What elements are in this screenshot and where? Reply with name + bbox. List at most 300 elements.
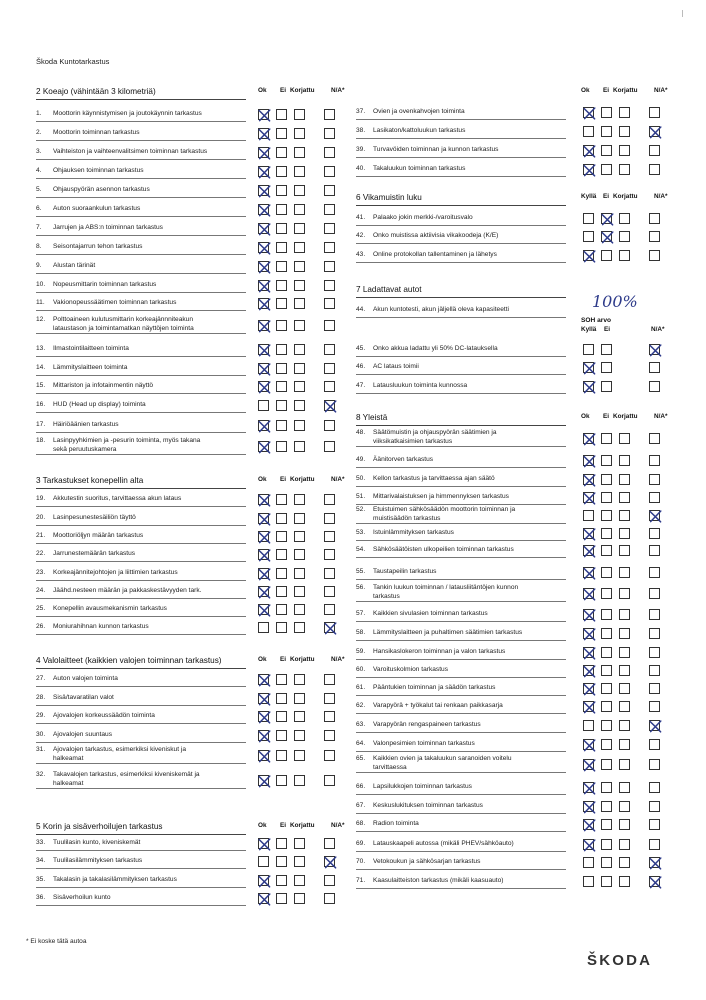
checkbox[interactable] [294,185,305,196]
checkbox[interactable] [649,433,660,444]
checkbox[interactable] [276,204,287,215]
checkbox[interactable] [276,280,287,291]
checkbox[interactable] [649,567,660,578]
checkbox[interactable] [324,604,335,615]
checkbox[interactable] [649,782,660,793]
checkbox[interactable] [276,420,287,431]
checkbox-checked[interactable] [649,876,660,887]
checkbox[interactable] [294,128,305,139]
checkbox[interactable] [276,166,287,177]
checkbox[interactable] [649,647,660,658]
checkbox[interactable] [601,528,612,539]
checkbox[interactable] [276,513,287,524]
checkbox[interactable] [649,819,660,830]
cross-mark-icon [323,399,338,414]
checkbox[interactable] [276,775,287,786]
checkbox[interactable] [294,604,305,615]
checkbox[interactable] [649,588,660,599]
checkbox[interactable] [601,492,612,503]
cross-mark-icon [257,729,272,744]
checkbox[interactable] [649,145,660,156]
checkbox[interactable] [649,362,660,373]
checkbox[interactable] [276,693,287,704]
row-underline [36,273,246,274]
checkbox-checked[interactable] [583,665,594,676]
checkbox[interactable] [619,839,630,850]
checkbox[interactable] [619,876,630,887]
checkbox[interactable] [276,674,287,685]
checkbox-checked[interactable] [258,674,269,685]
checkbox[interactable] [649,545,660,556]
checkbox[interactable] [324,280,335,291]
checkbox[interactable] [619,213,630,224]
checkbox[interactable] [324,711,335,722]
checkbox-checked[interactable] [258,586,269,597]
checkbox-checked[interactable] [649,857,660,868]
checkbox[interactable] [619,474,630,485]
checkbox-checked[interactable] [649,126,660,137]
checkbox[interactable] [276,568,287,579]
checkbox[interactable] [601,801,612,812]
checkbox[interactable] [294,750,305,761]
checkbox[interactable] [276,604,287,615]
checkbox[interactable] [276,128,287,139]
checkbox-checked[interactable] [583,628,594,639]
checkbox[interactable] [649,528,660,539]
checkbox-checked[interactable] [258,750,269,761]
checkbox[interactable] [619,588,630,599]
checkbox[interactable] [601,474,612,485]
checkbox-checked[interactable] [258,730,269,741]
checkbox[interactable] [324,381,335,392]
checkbox[interactable] [294,531,305,542]
checkbox[interactable] [324,531,335,542]
checkbox[interactable] [324,586,335,597]
checkbox[interactable] [324,242,335,253]
item-text: Onko muistissa aktiivisia vikakoodeja (K/E) [373,232,499,239]
checkbox-checked[interactable] [649,510,660,521]
checkbox[interactable] [294,109,305,120]
checkbox[interactable] [601,145,612,156]
checkbox-checked[interactable] [583,819,594,830]
checkbox[interactable] [276,856,287,867]
checkbox[interactable] [619,250,630,261]
checkbox[interactable] [294,381,305,392]
checkbox[interactable] [276,586,287,597]
checkbox-checked[interactable] [649,344,660,355]
checkbox[interactable] [619,567,630,578]
checkbox-checked[interactable] [583,164,594,175]
checkbox[interactable] [294,204,305,215]
checkbox[interactable] [601,819,612,830]
checkbox-checked[interactable] [583,782,594,793]
checkbox-checked[interactable] [258,320,269,331]
checkbox-checked[interactable] [583,362,594,373]
checkbox-checked[interactable] [583,107,594,118]
checkbox[interactable] [619,701,630,712]
checkbox-checked[interactable] [258,280,269,291]
checkbox[interactable] [324,204,335,215]
checkbox[interactable] [258,856,269,867]
checkbox-checked[interactable] [258,893,269,904]
checkbox[interactable] [619,819,630,830]
column-header: Kyllä [581,193,597,200]
checkbox[interactable] [324,549,335,560]
checkbox[interactable] [324,147,335,158]
checkbox[interactable] [601,683,612,694]
checkbox-checked[interactable] [583,609,594,620]
checkbox[interactable] [601,759,612,770]
checkbox[interactable] [601,126,612,137]
checkbox[interactable] [276,711,287,722]
checkbox[interactable] [649,474,660,485]
checkbox[interactable] [294,261,305,272]
checkbox[interactable] [324,513,335,524]
checkbox-checked[interactable] [258,693,269,704]
checkbox[interactable] [619,720,630,731]
checkbox[interactable] [294,298,305,309]
checkbox[interactable] [583,126,594,137]
checkbox[interactable] [276,549,287,560]
checkbox[interactable] [294,856,305,867]
checkbox[interactable] [276,298,287,309]
checkbox[interactable] [601,344,612,355]
checkbox[interactable] [276,875,287,886]
item-text: Lasinpesunestesäiliön täyttö [53,514,136,521]
checkbox[interactable] [276,109,287,120]
checkbox[interactable] [324,420,335,431]
checkbox-checked[interactable] [583,647,594,658]
checkbox[interactable] [619,857,630,868]
checkbox[interactable] [294,166,305,177]
item-number: 36. [36,894,46,901]
checkbox-checked[interactable] [258,604,269,615]
checkbox[interactable] [583,213,594,224]
checkbox[interactable] [619,782,630,793]
checkbox[interactable] [276,320,287,331]
checkbox-checked[interactable] [583,145,594,156]
checkbox[interactable] [324,568,335,579]
checkbox-checked[interactable] [583,381,594,392]
checkbox[interactable] [601,876,612,887]
checkbox[interactable] [619,759,630,770]
checkbox-checked[interactable] [258,381,269,392]
checkbox[interactable] [324,128,335,139]
checkbox[interactable] [324,320,335,331]
checkbox-checked[interactable] [583,474,594,485]
checkbox[interactable] [276,381,287,392]
checkbox[interactable] [649,609,660,620]
checkbox[interactable] [601,739,612,750]
checkbox[interactable] [294,363,305,374]
item-number: 41. [356,214,366,221]
checkbox[interactable] [601,455,612,466]
checkbox[interactable] [324,893,335,904]
checkbox[interactable] [324,441,335,452]
checkbox[interactable] [601,567,612,578]
checkbox[interactable] [649,164,660,175]
checkbox[interactable] [294,549,305,560]
checkbox[interactable] [324,185,335,196]
item-number: 49. [356,456,366,463]
checkbox-checked[interactable] [258,441,269,452]
cross-mark-icon [582,838,597,853]
checkbox[interactable] [601,381,612,392]
row-underline [36,432,246,433]
checkbox[interactable] [294,441,305,452]
checkbox[interactable] [601,628,612,639]
cross-mark-icon [257,343,272,358]
checkbox[interactable] [324,838,335,849]
checkbox[interactable] [583,344,594,355]
checkbox-checked[interactable] [258,568,269,579]
checkbox[interactable] [583,510,594,521]
checkbox[interactable] [276,531,287,542]
item-text-line: muistisäädön tarkastus [373,514,441,522]
checkbox-checked[interactable] [258,363,269,374]
checkbox-checked[interactable] [324,856,335,867]
checkbox[interactable] [649,839,660,850]
checkbox-checked[interactable] [258,531,269,542]
checkbox[interactable] [294,568,305,579]
checkbox[interactable] [619,492,630,503]
checkbox[interactable] [294,280,305,291]
checkbox[interactable] [294,223,305,234]
checkbox[interactable] [649,801,660,812]
checkbox[interactable] [324,875,335,886]
checkbox[interactable] [276,730,287,741]
checkbox[interactable] [276,363,287,374]
checkbox[interactable] [619,683,630,694]
checkbox[interactable] [276,893,287,904]
checkbox-checked[interactable] [583,683,594,694]
column-header: Korjattu [613,87,638,94]
checkbox-checked[interactable] [258,549,269,560]
checkbox[interactable] [276,344,287,355]
checkbox[interactable] [601,510,612,521]
checkbox-checked[interactable] [583,545,594,556]
checkbox[interactable] [601,545,612,556]
checkbox-checked[interactable] [583,739,594,750]
checkbox[interactable] [294,775,305,786]
checkbox[interactable] [324,166,335,177]
checkbox-checked[interactable] [258,242,269,253]
checkbox[interactable] [324,730,335,741]
checkbox[interactable] [276,441,287,452]
checkbox-checked[interactable] [258,128,269,139]
checkbox[interactable] [649,665,660,676]
checkbox[interactable] [294,730,305,741]
row-underline [36,788,246,789]
checkbox[interactable] [601,107,612,118]
checkbox[interactable] [276,261,287,272]
checkbox-checked[interactable] [583,588,594,599]
checkbox[interactable] [294,875,305,886]
checkbox[interactable] [619,510,630,521]
item-label [356,684,495,693]
item-text: Ovien ja ovenkahvojen toiminta [373,108,465,115]
checkbox[interactable] [324,261,335,272]
checkbox[interactable] [583,231,594,242]
checkbox[interactable] [601,250,612,261]
checkbox-checked[interactable] [258,513,269,524]
checkbox[interactable] [324,344,335,355]
checkbox-checked[interactable] [258,166,269,177]
checkbox-checked[interactable] [258,875,269,886]
checkbox[interactable] [649,759,660,770]
checkbox-checked[interactable] [258,344,269,355]
checkbox[interactable] [294,420,305,431]
checkbox[interactable] [649,701,660,712]
checkbox-checked[interactable] [583,250,594,261]
item-text: Vetokoukun ja sähkösarjan tarkastus [373,858,481,865]
checkbox-checked[interactable] [258,109,269,120]
checkbox[interactable] [649,381,660,392]
checkbox[interactable] [601,433,612,444]
checkbox[interactable] [619,107,630,118]
checkbox-checked[interactable] [258,711,269,722]
checkbox[interactable] [276,622,287,633]
checkbox[interactable] [583,876,594,887]
checkbox[interactable] [276,147,287,158]
checkbox[interactable] [324,693,335,704]
checkbox[interactable] [649,628,660,639]
checkbox[interactable] [619,545,630,556]
checkbox[interactable] [294,893,305,904]
checkbox[interactable] [276,242,287,253]
checkbox[interactable] [276,838,287,849]
checkbox[interactable] [649,455,660,466]
checkbox[interactable] [294,147,305,158]
checkbox[interactable] [601,609,612,620]
checkbox[interactable] [324,363,335,374]
checkbox-checked[interactable] [601,231,612,242]
checkbox[interactable] [294,320,305,331]
checkbox[interactable] [601,720,612,731]
checkbox[interactable] [294,711,305,722]
checkbox[interactable] [601,857,612,868]
checkbox[interactable] [601,665,612,676]
checkbox[interactable] [619,739,630,750]
checkbox[interactable] [601,647,612,658]
checkbox[interactable] [258,400,269,411]
checkbox-checked[interactable] [258,147,269,158]
checkbox[interactable] [619,801,630,812]
checkbox[interactable] [649,250,660,261]
column-header: Korjattu [613,193,638,200]
checkbox-checked[interactable] [258,185,269,196]
checkbox[interactable] [324,775,335,786]
column-header: Ei [280,822,287,829]
checkbox[interactable] [294,586,305,597]
checkbox-checked[interactable] [583,567,594,578]
checkbox[interactable] [601,839,612,850]
checkbox-checked[interactable] [258,420,269,431]
checkbox[interactable] [619,126,630,137]
checkbox[interactable] [619,164,630,175]
checkbox-checked[interactable] [583,759,594,770]
checkbox[interactable] [294,622,305,633]
checkbox-checked[interactable] [258,298,269,309]
checkbox[interactable] [294,344,305,355]
item-text: Latausluukun toiminta kunnossa [373,382,468,389]
checkbox[interactable] [619,528,630,539]
checkbox[interactable] [601,701,612,712]
checkbox[interactable] [294,693,305,704]
row-underline [36,393,246,394]
checkbox[interactable] [649,739,660,750]
checkbox[interactable] [276,750,287,761]
checkbox[interactable] [324,674,335,685]
checkbox-checked[interactable] [258,494,269,505]
checkbox[interactable] [583,857,594,868]
checkbox-checked[interactable] [258,261,269,272]
checkbox[interactable] [324,298,335,309]
checkbox[interactable] [601,362,612,373]
checkbox-checked[interactable] [583,701,594,712]
checkbox[interactable] [649,683,660,694]
checkbox[interactable] [276,494,287,505]
checkbox-checked[interactable] [583,492,594,503]
checkbox[interactable] [324,750,335,761]
checkbox[interactable] [276,223,287,234]
checkbox[interactable] [324,494,335,505]
checkbox-checked[interactable] [583,528,594,539]
checkbox-checked[interactable] [324,622,335,633]
checkbox[interactable] [649,492,660,503]
checkbox[interactable] [619,665,630,676]
checkbox-checked[interactable] [324,400,335,411]
checkbox[interactable] [258,622,269,633]
checkbox[interactable] [294,674,305,685]
checkbox-checked[interactable] [258,223,269,234]
checkbox[interactable] [619,628,630,639]
checkbox-checked[interactable] [649,720,660,731]
checkbox-checked[interactable] [583,433,594,444]
item-number: 55. [356,568,366,575]
checkbox[interactable] [294,494,305,505]
checkbox[interactable] [649,213,660,224]
checkbox[interactable] [649,231,660,242]
checkbox[interactable] [619,647,630,658]
checkbox[interactable] [619,609,630,620]
checkbox[interactable] [619,455,630,466]
checkbox-checked[interactable] [258,775,269,786]
checkbox-checked[interactable] [601,213,612,224]
checkbox[interactable] [294,513,305,524]
checkbox-checked[interactable] [583,455,594,466]
checkbox[interactable] [601,588,612,599]
checkbox[interactable] [619,145,630,156]
checkbox[interactable] [619,231,630,242]
checkbox[interactable] [294,242,305,253]
checkbox[interactable] [324,223,335,234]
checkbox[interactable] [583,720,594,731]
checkbox[interactable] [619,433,630,444]
checkbox[interactable] [601,782,612,793]
checkbox[interactable] [294,838,305,849]
checkbox[interactable] [601,164,612,175]
checkbox-checked[interactable] [258,204,269,215]
checkbox-checked[interactable] [583,839,594,850]
checkbox[interactable] [276,185,287,196]
checkbox-checked[interactable] [583,801,594,812]
checkbox[interactable] [294,400,305,411]
checkbox[interactable] [649,107,660,118]
checkbox[interactable] [324,109,335,120]
checkbox[interactable] [276,400,287,411]
checkbox-checked[interactable] [258,838,269,849]
